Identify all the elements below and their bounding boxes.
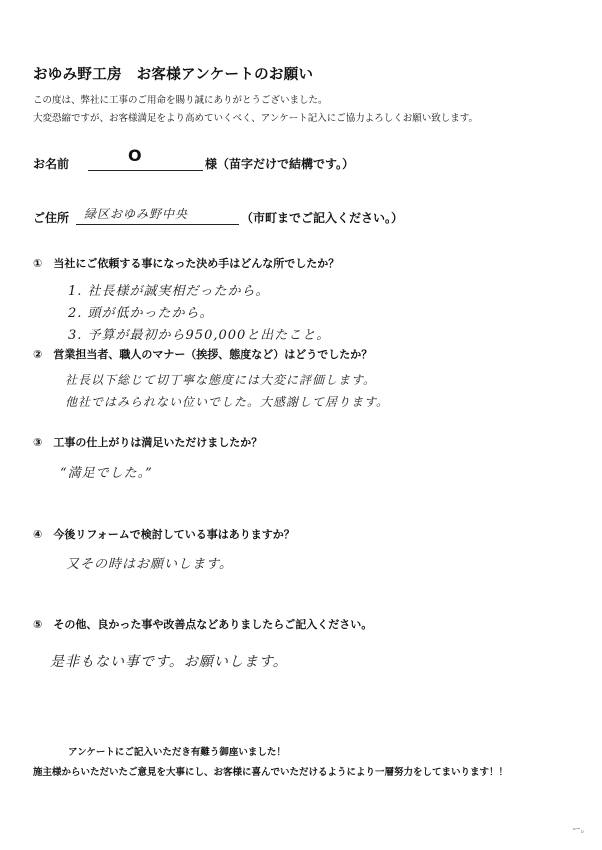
intro-line-2: 大変恐縮ですが、お客様満足をより高めていくべく、アンケート記入にご協力よろしくお願い致します。 bbox=[33, 113, 478, 124]
answer-1-line-3: 3. 予算が最初から950,000と出たこと。 bbox=[68, 328, 331, 343]
corner-mark: ー。 bbox=[572, 825, 590, 835]
address-underline bbox=[76, 224, 239, 225]
name-underline bbox=[88, 170, 203, 171]
name-suffix: 様（苗字だけで結構です。） bbox=[205, 157, 355, 171]
intro-line-1: この度は、弊社に工事のご用命を賜り誠にありがとうございました。 bbox=[33, 95, 328, 106]
question-2: ② 営業担当者、職人のマナー（挨拶、態度など）はどうでしたか？ bbox=[33, 348, 373, 361]
footer-promise: 施主様からいただいたご意見を大事にし、お客様に喜んでいただけるようにより一層努力をしてまいります！！ bbox=[33, 767, 509, 778]
answer-1-line-2: 2. 頭が低かったから。 bbox=[68, 306, 214, 321]
question-3: ③ 工事の仕上がりは満足いただけましたか？ bbox=[33, 436, 263, 449]
question-5: ⑤ その他、良かった事や改善点などありましたらご記入ください。 bbox=[33, 618, 373, 631]
page-title: おゆみ野工房 お客様アンケートのお願い bbox=[33, 67, 314, 83]
answer-2-line-1: 社長以下総じて切丁寧な態度には大変に評価します。 bbox=[65, 373, 377, 387]
address-label: ご住所 bbox=[33, 211, 70, 225]
question-1: ① 当社にご依頼する事になった決め手はどんな所でしたか？ bbox=[33, 257, 340, 270]
address-suffix: （市町までご記入ください。） bbox=[241, 211, 404, 225]
answer-1-line-1: 1. 社長様が誠実相だったから。 bbox=[68, 284, 270, 299]
answer-5: 是非もない事です。お願いします。 bbox=[50, 654, 288, 670]
name-label: お名前 bbox=[33, 157, 70, 171]
question-4: ④ 今後リフォームで検討している事はありますか？ bbox=[33, 528, 295, 541]
answer-4: 又その時はお願いします。 bbox=[66, 557, 233, 572]
name-value: O bbox=[128, 146, 142, 165]
answer-2-line-2: 他社ではみられない位いでした。大感謝して居ります。 bbox=[65, 395, 390, 409]
address-value: 緑区おゆみ野中央 bbox=[84, 207, 189, 221]
answer-3: “満足でした。” bbox=[60, 466, 153, 481]
footer-thanks: アンケートにご記入いただき有難う御座いました！ bbox=[68, 747, 286, 758]
